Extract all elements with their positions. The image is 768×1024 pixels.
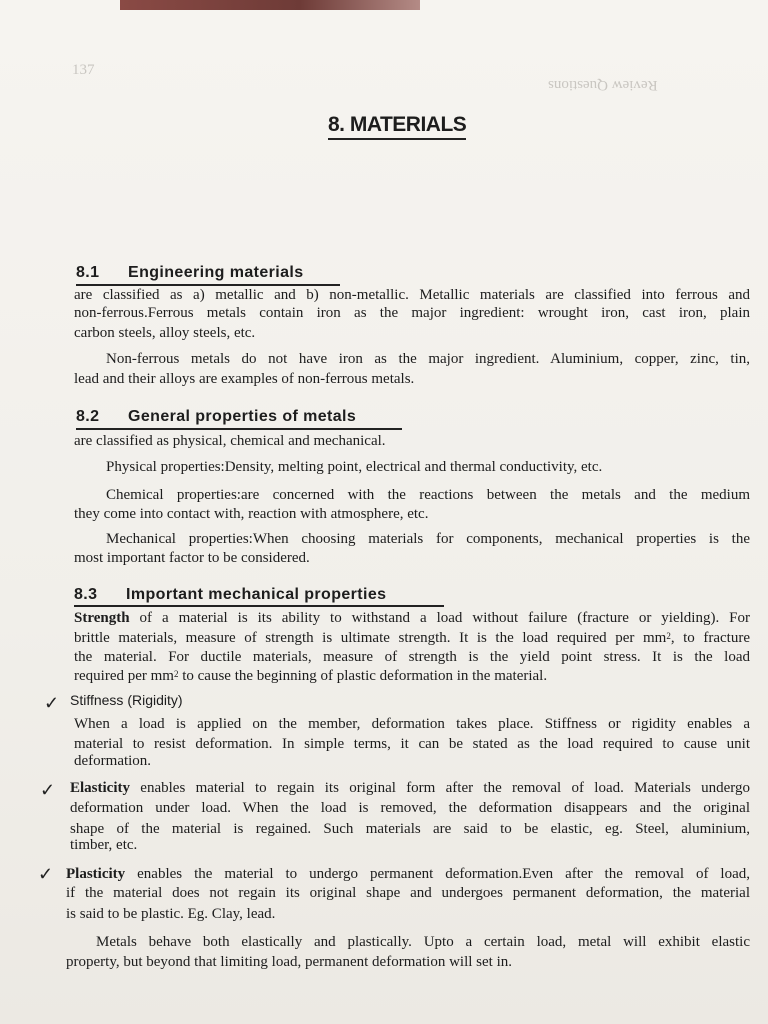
paragraph-line: Metals behave both elastically and plastically. Upto a certain load, metal will exhibit elastic (96, 934, 750, 950)
term-plasticity: Plasticity (66, 866, 126, 882)
section-number: 8.3 (74, 586, 98, 603)
stiffness-heading: Stiffness (Rigidity) (70, 692, 183, 708)
paragraph-line: shape of the material is regained. Such materials are said to be elastic, eg. Steel, aluminium, (70, 821, 750, 837)
bleed-through-page-number: 137 (72, 62, 95, 78)
paragraph-line: Physical properties:Density, melting point, electrical and thermal conductivity, etc. (106, 459, 603, 475)
section-title: General properties of metals (128, 408, 357, 425)
paragraph-line: property, but beyond that limiting load, permanent deformation will set in. (66, 954, 513, 970)
paragraph-line: Mechanical properties:When choosing materials for components, mechanical properties is the (106, 531, 750, 547)
paragraph-line: Strength of a material is its ability to withstand a load without failure (fracture or yielding). For (74, 610, 750, 626)
paragraph-line: are classified as a) metallic and b) non-metallic. Metallic materials are classified into ferrous and (74, 287, 750, 303)
paragraph-line: Chemical properties:are concerned with the reactions between the metals and the medium (106, 487, 750, 503)
paragraph-line: timber, etc. (70, 837, 138, 853)
paragraph-line: deformation. (74, 753, 152, 769)
section-rule (76, 428, 402, 430)
paragraph-line: Elasticity enables material to regain its original form after the removal of load. Materials undergo (70, 780, 750, 796)
section-heading-8-1 (76, 264, 304, 282)
paragraph-line: carbon steels, alloy steels, etc. (74, 325, 256, 341)
paragraph-line: most important factor to be considered. (74, 550, 310, 566)
paragraph-line: Non-ferrous metals do not have iron as the major ingredient. Aluminium, copper, zinc, tin, (106, 351, 750, 367)
section-number: 8.2 (76, 408, 100, 425)
term-strength: Strength (74, 610, 130, 626)
check-mark-icon: ✓ (38, 864, 54, 884)
paragraph-line: the material. For ductile materials, measure of strength is the yield point stress. It is the load (74, 649, 750, 665)
paragraph-line: are classified as physical, chemical and mechanical. (74, 433, 386, 449)
paragraph-line: material to resist deformation. In simple terms, it can be stated as the load required to cause unit (74, 736, 750, 752)
check-mark-icon: ✓ (40, 780, 56, 800)
term-elasticity: Elasticity (70, 780, 130, 796)
paragraph-line: if the material does not regain its original shape and undergoes permanent deformation, the material (66, 885, 750, 901)
section-heading-8-2 (76, 408, 356, 426)
paragraph-line: Plasticity enables the material to undergo permanent deformation.Even after the removal of load, (66, 866, 750, 882)
section-rule (76, 284, 340, 286)
section-heading-8-3 (74, 586, 386, 604)
paragraph-line: is said to be plastic. Eg. Clay, lead. (66, 906, 276, 922)
section-rule (74, 605, 444, 607)
binding-edge (120, 0, 420, 10)
paragraph-line: deformation under load. When the load is removed, the deformation disappears and the original (70, 800, 750, 816)
section-number: 8.1 (76, 264, 100, 281)
check-mark-icon: ✓ (44, 693, 60, 713)
bleed-through-heading: Review Questions (548, 77, 658, 93)
paragraph-line: lead and their alloys are examples of non-ferrous metals. (74, 371, 415, 387)
paragraph-line: non-ferrous.Ferrous metals contain iron as the major ingredient: wrought iron, cast iron, plain (74, 305, 750, 321)
paragraph-line: brittle materials, measure of strength is ultimate strength. It is the load required per $mm^2$, to fracture (74, 630, 750, 646)
section-title: Important mechanical properties (126, 586, 387, 603)
paragraph-line: When a load is applied on the member, deformation takes place. Stiffness or rigidity enables a (74, 716, 750, 732)
paragraph-line: they come into contact with, reaction with atmosphere, etc. (74, 506, 429, 522)
chapter-title: 8. MATERIALS (328, 113, 466, 140)
paragraph-line: required per $mm^2$ to cause the beginning of plastic deformation in the material. (74, 668, 548, 684)
section-title: Engineering materials (128, 264, 304, 281)
